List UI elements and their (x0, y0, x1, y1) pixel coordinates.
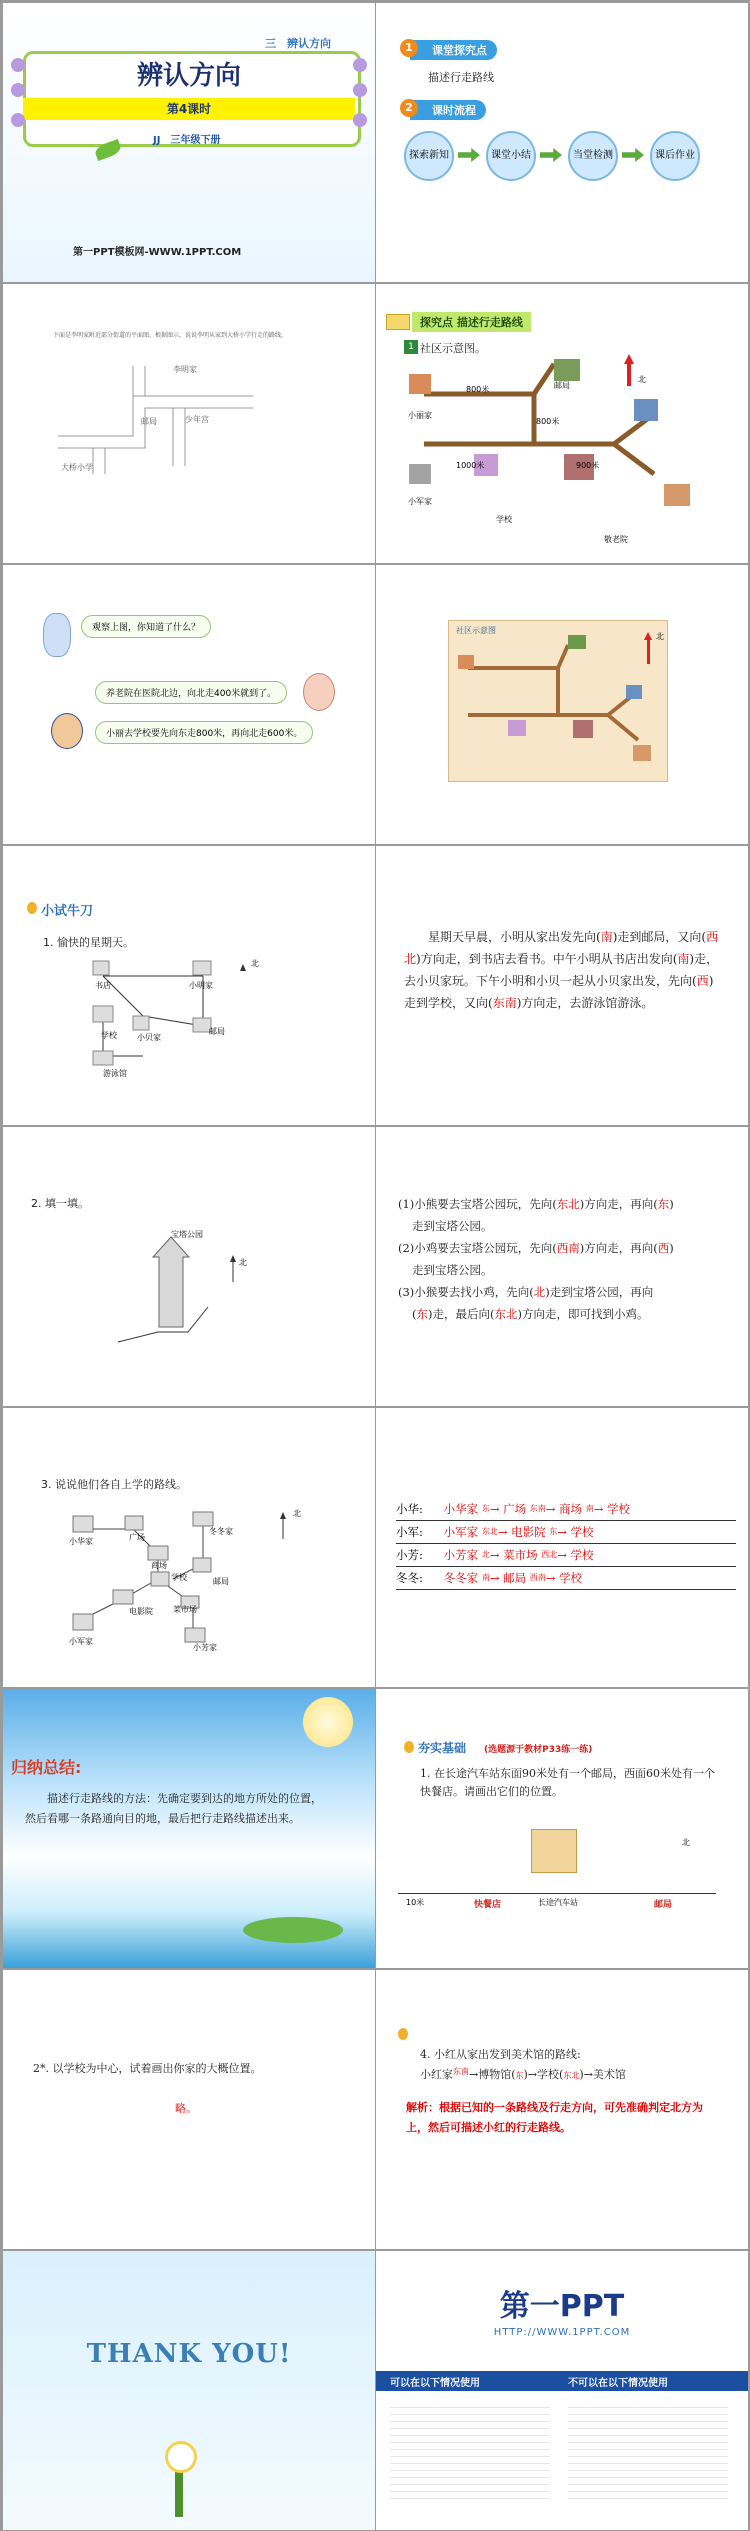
fig-label: 邮局 (209, 1027, 225, 1036)
speech-bubble-3: 小丽去学校要先向东走800米，再向北走600米。 (95, 721, 313, 744)
route-dir: 西南 (529, 1573, 546, 1582)
route-stop: 商场 (559, 1502, 583, 1516)
slide-exercise-4 (376, 1970, 748, 2249)
flow-step-4: 课后作业 (650, 131, 700, 181)
fig-label: 广场 (129, 1533, 145, 1542)
slide-exercise3-figure (3, 1408, 375, 1687)
map-title: 社区示意图 (456, 626, 496, 635)
fig-label: 游泳馆 (103, 1069, 127, 1078)
answer-blank: 西北 (404, 930, 719, 966)
answer-blank: 东南 (492, 996, 517, 1010)
text-part: )方向走，到书店去看书。中午小明从书店出发向( (416, 952, 678, 966)
subtitle: 社区示意图。 (420, 342, 486, 355)
text-part: )方向走，即可找到小鸡。 (517, 1307, 649, 1321)
grade-label: JJ 三年级下册 (153, 135, 221, 146)
bulb-icon (27, 902, 37, 914)
route-dir: 南 (481, 1573, 490, 1582)
route-dir: 东 (515, 2071, 524, 2080)
text-part: 星期天早晨，小明从家出发先向( (428, 930, 601, 944)
route-stop: 学校 (570, 1525, 594, 1539)
map-label: 800米 (466, 385, 490, 394)
slide-exercise2-figure (3, 1127, 375, 1406)
fig-label: 商场 (151, 1561, 167, 1570)
route-end: 美术馆 (592, 2068, 626, 2081)
route-dir: 东南 (453, 2067, 469, 2076)
route-row: 冬冬: 冬冬家 $^南$→ 邮局 $^{西南}$→ 学校 (396, 1567, 736, 1590)
route-stop: 学校 (570, 1548, 594, 1562)
slide-community-map (376, 284, 748, 563)
station-icon (531, 1829, 577, 1873)
north-label: 北 (293, 1509, 301, 1518)
usage-forbidden: 不可以在以下情况使用 (568, 2378, 668, 2389)
slide-dialogue (3, 565, 375, 844)
map-label: 小丽家 (408, 411, 432, 420)
slide-community-color (376, 565, 748, 844)
step-badge: 1 (404, 340, 418, 354)
slide-exercise-2star (3, 1970, 375, 2249)
slide-summary (3, 1689, 375, 1968)
map-intro: 下面是李明家附近部分街道的平面图。根据图示，说说李明从家到大桥小学行走的路线。 (53, 332, 288, 339)
kfd-label: 快餐店 (474, 1900, 502, 1910)
route-row: 小芳: 小芳家 $^北$→ 菜市场 $^{西北}$→ 学校 (396, 1544, 736, 1567)
bead-left-icon (11, 83, 25, 97)
answer-blank: 东 (416, 1307, 428, 1321)
route-name: 小华: (396, 1502, 423, 1516)
map-label: 李明家 (173, 365, 197, 374)
text-part: ) (669, 1241, 674, 1255)
fig-label: 小明家 (189, 981, 213, 990)
route-stop: 学校 (607, 1502, 631, 1516)
route-start: 小军家 (443, 1525, 479, 1539)
park-label: 宝塔公园 (171, 1230, 203, 1239)
fig-label: 学校 (171, 1573, 187, 1582)
lesson-label: 第4课时 (166, 102, 212, 116)
fig-label: 小军家 (69, 1637, 93, 1646)
route-dir: 南 (585, 1504, 594, 1513)
question: 2. 填一填。 (31, 1197, 89, 1210)
route-dir: 东南 (529, 1504, 546, 1513)
bead-right-icon (353, 58, 367, 72)
route-stop: 电影院 (511, 1525, 546, 1539)
north-label: 北 (251, 959, 259, 968)
slide-thank-you (3, 2251, 375, 2530)
slide-street-map (3, 284, 375, 563)
fine-print-right (568, 2401, 728, 2501)
exercise2-answers (398, 1193, 734, 1325)
route-start: 小华家 (443, 1502, 479, 1516)
answer-blank: 东 (657, 1197, 670, 1211)
slide-consolidation (376, 1689, 748, 1968)
text-part: )走到邮局，又向( (612, 930, 707, 944)
flow-arrow-icon (458, 148, 480, 162)
route-stop: 学校 (559, 1571, 583, 1585)
summary-heading: 归纳总结: (11, 1758, 82, 1777)
outline-item: 描述行走路线 (428, 71, 494, 84)
map-label: 学校 (496, 515, 512, 524)
text-part: (2)小鸡要去宝塔公园玩，先向( (398, 1241, 557, 1255)
bulb-icon (404, 1741, 414, 1753)
route-stop: 广场 (503, 1502, 527, 1516)
north-label: 北 (239, 1258, 247, 1267)
route-stop: 邮局 (503, 1571, 527, 1585)
question: 1. 愉快的星期天。 (43, 936, 134, 949)
text-part: )方向走，去游泳馆游泳。 (516, 996, 654, 1010)
map-label: 1000米 (456, 461, 485, 470)
text-part: ( (412, 1307, 417, 1321)
section-title: 探究点 描述行走路线 (412, 312, 531, 332)
post-label: 邮局 (654, 1900, 673, 1910)
answer-blank: 东北 (556, 1197, 580, 1211)
scale-label: 10米 (406, 1898, 425, 1907)
route-line: 小红家$^{东南}$→博物馆(东)→学校(东北)→美术馆 (420, 2067, 626, 2081)
fig-label: 学校 (101, 1031, 117, 1040)
page-title: 辨认方向 (136, 61, 241, 91)
subheading: (选题源于教材P33练一练) (484, 1745, 593, 1755)
street-map-figure (53, 356, 263, 476)
route-dir: 东 (481, 1504, 490, 1513)
usage-allowed: 可以在以下情况使用 (390, 2378, 480, 2389)
text-part: )方向走，再向( (579, 1241, 658, 1255)
route-name: 小军: (396, 1525, 423, 1539)
route-name: 小芳: (396, 1548, 423, 1562)
route-row: 小军: 小军家 $^{东北}$→ 电影院 $^东$→ 学校 (396, 1521, 736, 1544)
fig-label: 小贝家 (137, 1033, 161, 1042)
heading: 小试牛刀 (41, 904, 94, 919)
book-icon (386, 314, 410, 330)
fine-print-left (390, 2401, 550, 2501)
bead-right-icon (353, 113, 367, 127)
route-stop: 菜市场 (503, 1548, 538, 1562)
pagoda-figure (113, 1227, 253, 1367)
girl-icon (303, 673, 335, 711)
answer-blank: 东北 (494, 1307, 518, 1321)
speech-bubble-1: 观察上图，你知道了什么？ (81, 615, 211, 638)
slide-outline (376, 3, 748, 282)
station-label: 长途汽车站 (538, 1898, 578, 1907)
flow-step-3: 当堂检测 (568, 131, 618, 181)
section-banner-1: 课堂探究点 (410, 40, 497, 60)
answer-blank: 南 (600, 930, 613, 944)
flow-arrow-icon (540, 148, 562, 162)
route-stop: 博物馆 (478, 2068, 512, 2081)
fig-label: 小华家 (69, 1537, 93, 1546)
text-part: (3)小猴要去找小鸡，先向( (398, 1285, 534, 1299)
map-label: 小军家 (408, 497, 432, 506)
answer-line-1b: 走到宝塔公园。 (412, 1219, 493, 1233)
flow-step-2: 课堂小结 (486, 131, 536, 181)
north-label: 北 (682, 1838, 690, 1847)
summary-body: 描述行走路线的方法：先确定要到达的地方所处的位置，然后看哪一条路通向目的地，最后把行走路线描述出来。 (25, 1792, 322, 1825)
answer-blank: 北 (533, 1285, 546, 1299)
route-dir: 西北 (541, 1550, 558, 1559)
rabbit-icon (43, 613, 71, 657)
fig-label: 电影院 (129, 1607, 153, 1616)
speech-bubble-2: 养老院在医院北边，向北走400米就到了。 (95, 681, 287, 704)
answer-line-3 (398, 1281, 734, 1303)
slide-exercise1-figure (3, 846, 375, 1125)
route-row: 小华: 小华家 $^东$→ 广场 $^{东南}$→ 商场 $^南$→ 学校 (396, 1498, 736, 1521)
slide-title (3, 3, 375, 282)
text-part: ) (669, 1197, 674, 1211)
fig-label: 书店 (95, 981, 111, 990)
map-label: 大桥小学 (61, 463, 93, 472)
fig-label: 邮局 (213, 1577, 229, 1586)
route-start: 冬冬家 (443, 1571, 479, 1585)
text-part: (1)小熊要去宝塔公园玩，先向( (398, 1197, 557, 1211)
footer-text: 第一PPT模板网-WWW.1PPT.COM (73, 247, 242, 258)
route-dir: 东北 (481, 1527, 498, 1536)
map-label: 900米 (576, 461, 600, 470)
flow-step-1: 探索新知 (404, 131, 454, 181)
answer-line-2 (398, 1237, 734, 1259)
boy-icon (51, 713, 83, 749)
answer-blank: 西南 (556, 1241, 580, 1255)
text-part: )走，最后向( (428, 1307, 495, 1321)
fig-label: 小芳家 (193, 1643, 217, 1652)
routes-list (396, 1498, 736, 1590)
map-label: 敬老院 (604, 535, 628, 544)
route-dir: 北 (481, 1550, 490, 1559)
text-part: )走，去小贝家玩。下午小明和小贝一起从小贝家出发，先向( (404, 952, 719, 988)
question: 2*. 以学校为中心，试着画出你家的大概位置。 (33, 2062, 262, 2075)
exercise1-text (404, 926, 724, 1014)
community-color-figure (448, 620, 666, 780)
fig-label: 菜市场 (173, 1605, 197, 1614)
answer: 略。 (175, 2102, 197, 2115)
map-label: 邮局 (554, 381, 570, 390)
bead-left-icon (11, 58, 25, 72)
fig-label: 冬冬家 (209, 1527, 233, 1536)
question: 3. 说说他们各自上学的路线。 (41, 1478, 187, 1491)
map-label: 800米 (536, 417, 560, 426)
text-part: )走到宝塔公园，再向 (545, 1285, 654, 1299)
num-badge-1: 1 (400, 39, 418, 57)
exercise1-figure (83, 956, 263, 1076)
slide-exercise1-answer (376, 846, 748, 1125)
brand-logo: 第一PPT (499, 2289, 625, 2324)
north-label: 北 (656, 632, 664, 641)
answer-blank: 西 (657, 1241, 670, 1255)
slide-exercise2-answer (376, 1127, 748, 1406)
question: 1. 在长途汽车站东面90米处有一个邮局，西面60米处有一个快餐店。请画出它们的位置。 (420, 1767, 715, 1798)
text-part: )方向走，再向( (579, 1197, 658, 1211)
answer-blank: 西 (696, 974, 709, 988)
north-label: 北 (638, 375, 646, 384)
thank-you-text: THANK YOU! (86, 2339, 292, 2369)
bulb-icon (398, 2028, 408, 2040)
text-part: )走到学校，又向( (404, 974, 714, 1010)
route-dir: 东北 (563, 2071, 580, 2080)
map-label: 少年宫 (185, 415, 209, 424)
analysis: 解析：根据已知的一条路线及行走方向，可先准确判定北方为上，然后可描述小红的行走路线。 (406, 2101, 703, 2134)
num-badge-2: 2 (400, 99, 418, 117)
bead-left-icon (11, 113, 25, 127)
sun-icon (303, 1697, 353, 1747)
route-stop: 学校 (537, 2068, 560, 2081)
route-start: 小红家 (420, 2068, 453, 2081)
unit-label: 三 辨认方向 (265, 37, 331, 50)
question: 4. 小红从家出发到美术馆的路线: (420, 2048, 581, 2061)
section-banner-2: 课时流程 (410, 100, 486, 120)
answer-blank: 南 (677, 952, 690, 966)
island-icon (243, 1917, 343, 1943)
flower-icon (165, 2441, 197, 2473)
answer-line-1 (398, 1193, 734, 1215)
number-line (398, 1893, 716, 1894)
route-name: 冬冬: (396, 1571, 423, 1585)
route-dir: 东 (549, 1527, 558, 1536)
heading: 夯实基础 (418, 1741, 467, 1755)
answer-line-3b (398, 1303, 734, 1325)
bead-right-icon (353, 83, 367, 97)
flow-arrow-icon (622, 148, 644, 162)
route-start: 小芳家 (443, 1548, 479, 1562)
map-label: 邮局 (141, 417, 157, 426)
brand-url: HTTP://WWW.1PPT.COM (493, 2327, 631, 2338)
slide-brand (376, 2251, 748, 2530)
slide-routes-answer (376, 1408, 748, 1687)
answer-line-2b: 走到宝塔公园。 (412, 1263, 493, 1277)
